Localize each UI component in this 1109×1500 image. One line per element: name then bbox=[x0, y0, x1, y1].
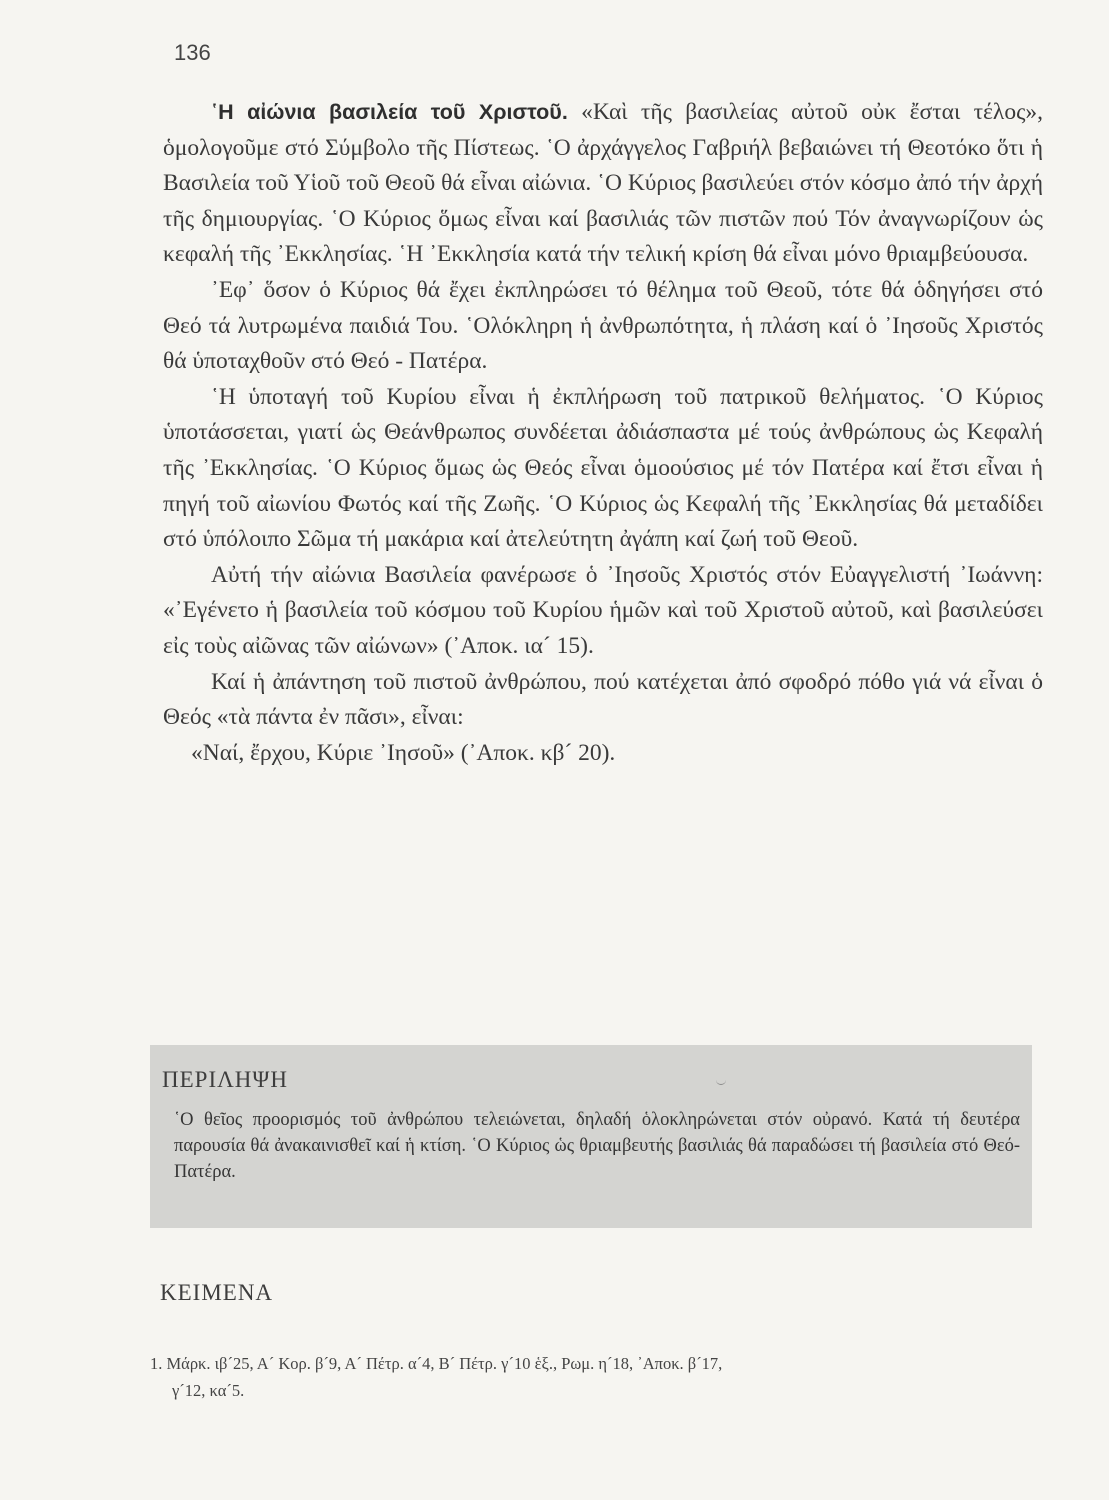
references-footnote bbox=[150, 1350, 1030, 1404]
paragraph-1-text: «Καὶ τῆς βασιλείας αὐτοῦ οὐκ ἔσται τέλος», ὁμολογοῦμε στό Σύμβολο τῆς Πίστεως. ῾Ο ἀρχάγγελος Γαβριήλ βεβαιώνει τή Θεοτόκο ὅτι ἡ Βασιλεία τοῦ Υἱοῦ τοῦ Θεοῦ θά εἶναι αἰώνια. ῾Ο Κύριος βασιλεύει στόν κόσμο ἀπό τήν ἀρχή τῆς δημιουργίας. ῾Ο Κύριος ὅμως εἶναι καί βασιλιάς τῶν πιστῶν πού Τόν ἀναγνωρίζουν ὡς κεφαλή τῆς ᾿Εκκλησίας. ῾Η ᾿Εκκλησία κατά τήν τελική κρίση θά εἶναι μόνο θριαμβεύουσα. bbox=[163, 99, 1043, 268]
paragraph-3: ῾Η ὑποταγή τοῦ Κυρίου εἶναι ἡ ἐκπλήρωση τοῦ πατρικοῦ θελήματος. ῾Ο Κύριος ὑποτάσσεται, γιατί ὡς Θεάνθρωπος συνδέεται ἀδιάσπαστα μέ τούς ἀνθρώπους ὡς Κεφαλή τῆς ᾿Εκκλησίας. ῾Ο Κύριος ὅμως ὡς Θεός εἶναι ὁμοούσιος μέ τόν Πατέρα καί ἔτσι εἶναι ἡ πηγή τοῦ αἰωνίου Φωτός καί τῆς Ζωῆς. ῾Ο Κύριος ὡς Κεφαλή τῆς ᾿Εκκλησίας θά μεταδίδει στό ὑπόλοιπο Σῶμα τή μακάρια καί ἀτελεύτητη ἀγάπη καί ζωή τοῦ Θεοῦ. bbox=[163, 383, 1043, 553]
summary-title: ΠΕΡΙΛΗΨΗ bbox=[162, 1067, 288, 1092]
paragraph-2: ᾿Εφ᾿ ὅσον ὁ Κύριος θά ἔχει ἐκπληρώσει τό θέλημα τοῦ Θεοῦ, τότε θά ὁδηγήσει στό Θεό τά λυτρωμένα παιδιά Του. ῾Ολόκληρη ἡ ἀνθρωπότητα, ἡ πλάση καί ὁ ᾿Ιησοῦς Χριστός θά ὑποταχθοῦν στό Θεό - Πατέρα. bbox=[163, 276, 1043, 375]
summary-text: ῾Ο θεῖος προορισμός τοῦ ἀνθρώπου τελειώνεται, δηλαδή ὁλοκληρώνεται στόν οὐρανό. Κατά τή δευτέρα παρουσία θά ἀνακαινισθεῖ καί ἡ κτίση. ῾Ο Κύριος ὡς θριαμβευτής βασιλιάς θά παραδώσει τή βασιλεία στό Θεό-Πατέρα. bbox=[174, 1110, 1020, 1182]
footnote-line-2: γ´12, κα´5. bbox=[172, 1381, 245, 1400]
paragraph-5: Καί ἡ ἀπάντηση τοῦ πιστοῦ ἀνθρώπου, πού κατέχεται ἀπό σφοδρό πόθο γιά νά εἶναι ὁ Θεός «τὰ πάντα ἐν πᾶσι», εἶναι: bbox=[163, 668, 1043, 731]
paragraph-1 bbox=[163, 95, 1043, 273]
main-text bbox=[163, 95, 1043, 771]
closing-quote: «Ναί, ἔρχου, Κύριε ᾿Ιησοῦ» (᾿Αποκ. κβ´ 20). bbox=[191, 739, 616, 766]
summary-box bbox=[150, 1045, 1032, 1228]
paragraph-4: Αὐτή τήν αἰώνια Βασιλεία φανέρωσε ὁ ᾿Ιησοῦς Χριστός στόν Εὐαγγελιστή ᾿Ιωάννη: «᾿Εγένετο ἡ βασιλεία τοῦ κόσμου τοῦ Κυρίου ἡμῶν καὶ τοῦ Χριστοῦ αὐτοῦ, καὶ βασιλεύσει εἰς τοὺς αἰῶνας τῶν αἰώνων» (᾿Αποκ. ια´ 15). bbox=[163, 561, 1043, 659]
footnote-line-1: 1. Μάρκ. ιβ´25, Α´ Κορ. β´9, Α´ Πέτρ. α´4, Β´ Πέτρ. γ´10 ἑξ., Ρωμ. η´18, ᾿Αποκ. β´17, bbox=[150, 1354, 723, 1373]
section-heading: ῾Η αἰώνια βασιλεία τοῦ Χριστοῦ. bbox=[211, 100, 568, 124]
texts-title: ΚΕΙΜΕΝΑ bbox=[160, 1280, 274, 1305]
page-number: 136 bbox=[174, 40, 211, 65]
